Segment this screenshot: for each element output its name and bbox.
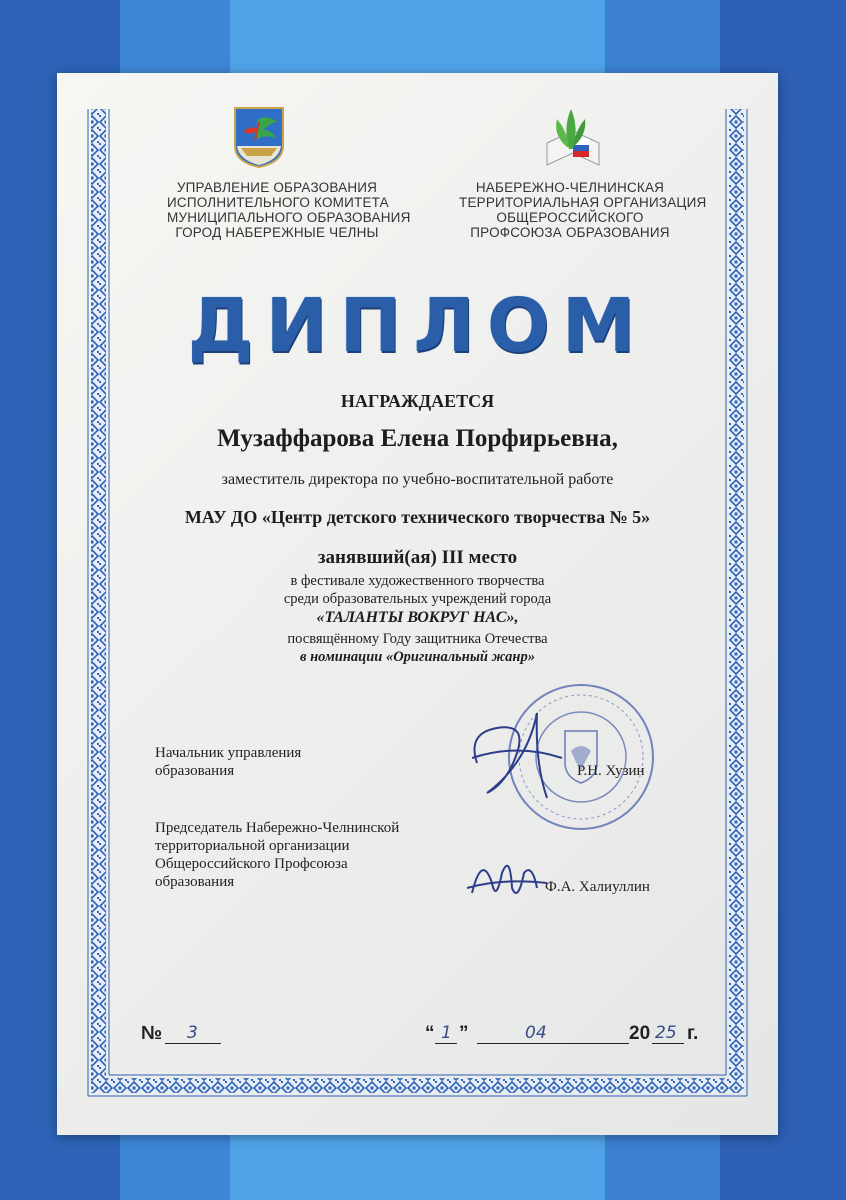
org-left-line: МУНИЦИПАЛЬНОГО ОБРАЗОВАНИЯ	[167, 210, 411, 225]
union-logo	[539, 103, 605, 169]
year-end: г.	[687, 1023, 699, 1044]
signer-2-name: Ф.А. Халиуллин	[545, 879, 650, 895]
signer-1-role-line: образования	[155, 763, 235, 779]
year-underline	[652, 1043, 684, 1044]
institution-name: МАУ ДО «Центр детского технического творчества № 5»	[184, 507, 651, 527]
signer-2-role-line: Общероссийского Профсоюза	[155, 856, 348, 872]
signer-2-role-line: Председатель Набережно-Челнинской	[155, 820, 400, 836]
city-emblem-logo	[233, 106, 285, 168]
org-right-line: ТЕРРИТОРИАЛЬНАЯ ОРГАНИЗАЦИЯ	[459, 195, 707, 210]
diploma-title: ДИПЛОМ	[187, 283, 648, 369]
org-left-line: ИСПОЛНИТЕЛЬНОГО КОМИТЕТА	[167, 195, 389, 210]
date-day-underline	[435, 1043, 457, 1044]
date-close-quote: ”	[459, 1023, 469, 1044]
festival-line-1: в фестивале художественного творчества	[290, 573, 545, 589]
signer-2-role	[155, 819, 399, 891]
dedication-text: посвящённому Году защитника Отечества	[287, 631, 548, 647]
recipient-position: заместитель директора по учебно-воспитательной работе	[221, 471, 614, 488]
org-left-name	[167, 180, 411, 240]
nomination-text: в номинации «Оригинальный жанр»	[299, 649, 535, 665]
signer-1-role	[155, 744, 301, 780]
festival-name: «ТАЛАНТЫ ВОКРУГ НАС»,	[316, 609, 519, 626]
awarded-label: НАГРАЖДАЕТСЯ	[340, 391, 495, 411]
diploma-sheet	[57, 73, 778, 1135]
year-prefix: 20	[629, 1023, 651, 1044]
place-text: занявший(ая) III место	[317, 547, 518, 568]
number-value: 3	[187, 1023, 198, 1043]
org-right-line: ОБЩЕРОССИЙСКОГО	[496, 210, 644, 225]
number-label: №	[141, 1023, 163, 1044]
org-right-name	[459, 180, 707, 240]
year-suffix: 25	[655, 1023, 677, 1043]
signer-2-role-line: образования	[155, 874, 235, 890]
signer-1-role-line: Начальник управления	[155, 745, 302, 761]
org-left-line: ГОРОД НАБЕРЕЖНЫЕ ЧЕЛНЫ	[175, 225, 379, 240]
date-month: 04	[525, 1023, 547, 1043]
number-underline	[165, 1043, 221, 1044]
org-left-line: УПРАВЛЕНИЕ ОБРАЗОВАНИЯ	[176, 180, 378, 195]
date-day: 1	[441, 1023, 452, 1043]
org-right-line: ПРОФСОЮЗА ОБРАЗОВАНИЯ	[470, 225, 670, 240]
signer-1-name: Р.Н. Хузин	[577, 763, 645, 779]
date-month-underline	[477, 1043, 629, 1044]
festival-line-2: среди образовательных учреждений города	[283, 591, 552, 607]
recipient-name: Музаффарова Елена Порфирьевна,	[217, 425, 618, 452]
signature-khaliullin	[462, 843, 552, 913]
signer-2-role-line: территориальной организации	[155, 838, 350, 854]
date-open-quote: “	[425, 1023, 435, 1044]
org-right-line: НАБЕРЕЖНО-ЧЕЛНИНСКАЯ	[475, 180, 665, 195]
signature-khuzin	[457, 703, 577, 813]
